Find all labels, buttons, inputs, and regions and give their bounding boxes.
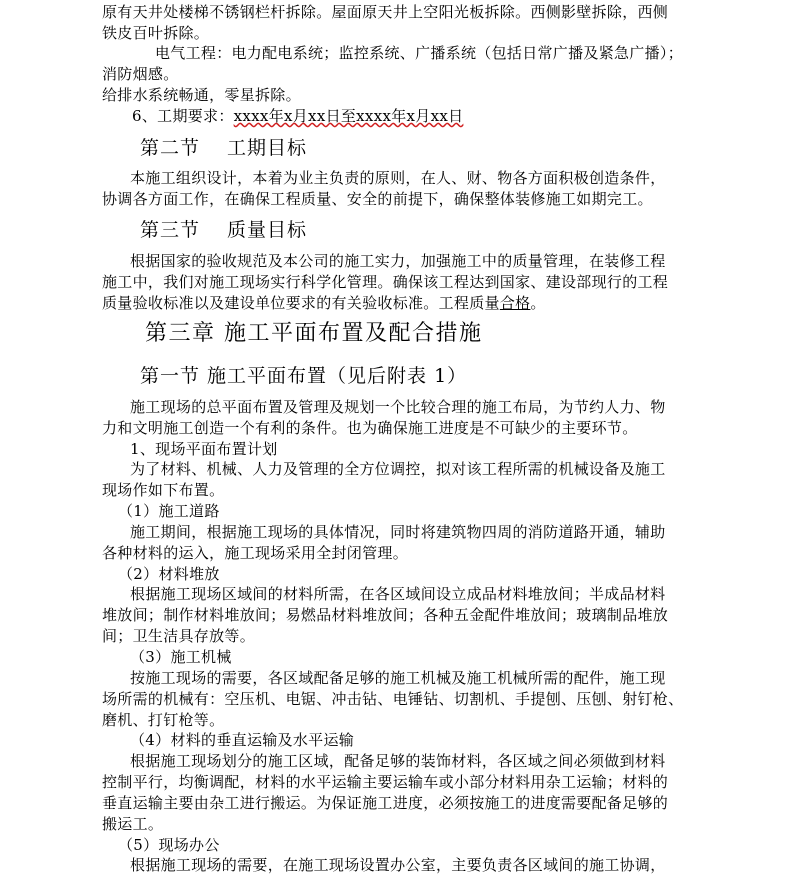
paragraph-line: 各种材料的运入，施工现场采用全封闭管理。	[102, 544, 409, 562]
paragraph-line: 协调各方面工作，在确保工程质量、安全的前提下，确保整体装修施工如期完工。	[102, 190, 653, 208]
paragraph-text: 质量验收标准以及建设单位要求的有关验收标准。工程质量	[102, 294, 500, 312]
paragraph-line: 场所需的机械有：空压机、电锯、冲击钻、电锤钻、切割机、手提刨、压刨、射钉枪、	[102, 690, 684, 708]
paragraph-text: 。	[530, 294, 546, 312]
paragraph-line: 施工期间，根据施工现场的具体情况，同时将建筑物四周的消防道路开通，辅助	[130, 523, 666, 541]
quality-grade-text: 合格	[499, 294, 531, 312]
paragraph-line: 施工中，我们对施工现场实行科学化管理。确保该工程达到国家、建设部现行的工程	[102, 273, 669, 291]
paragraph-line: 控制平行，均衡调配，材料的水平运输主要运输车或小部分材料用杂工运输；材料的	[102, 773, 669, 791]
paragraph-line: 根据施工现场划分的施工区域，配备足够的装饰材料，各区域之间必须做到材料	[130, 752, 666, 770]
schedule-requirement-line	[132, 106, 463, 126]
paragraph-line	[102, 293, 546, 313]
section-heading-schedule: 第二节 工期目标	[140, 137, 308, 159]
section-heading-layout: 第一节 施工平面布置（见后附表 1）	[140, 365, 468, 387]
paragraph-line: 垂直运输主要由杂工进行搬运。为保证施工进度，必须按施工的进度需要配备足够的	[102, 794, 669, 812]
paragraph-line: 铁皮百叶拆除。	[102, 24, 210, 42]
paragraph-line: 根据施工现场区域间的材料所需，在各区域间设立成品材料堆放间；半成品材料	[130, 585, 666, 603]
section-heading-quality: 第三节 质量目标	[140, 219, 308, 241]
schedule-placeholder-value: xxxx年x月xx日至xxxx年x月xx日	[233, 107, 464, 125]
paragraph-line: 根据国家的验收规范及本公司的施工实力，加强施工中的质量管理，在装修工程	[130, 252, 666, 270]
paragraph-line: 根据施工现场的需要，在施工现场设置办公室，主要负责各区域间的施工协调，	[130, 856, 666, 874]
paragraph-line: 为了材料、机械、人力及管理的全方位调控，拟对该工程所需的机械设备及施工	[130, 460, 666, 478]
subheading: （1）施工道路	[118, 502, 220, 520]
paragraph-line: 本施工组织设计，本着为业主负责的原则，在人、财、物各方面积极创造条件，	[130, 169, 666, 187]
paragraph-line: 间；卫生洁具存放等。	[102, 627, 256, 645]
paragraph-line: 施工现场的总平面布置及管理及规划一个比较合理的施工布局，为节约人力、物	[130, 398, 666, 416]
chapter-heading: 第三章 施工平面布置及配合措施	[145, 321, 483, 346]
subheading: （3）施工机械	[130, 648, 232, 666]
paragraph-line: 给排水系统畅通，零星拆除。	[102, 86, 301, 104]
paragraph-line: 电气工程：电力配电系统；监控系统、广播系统（包括日常广播及紧急广播）；	[155, 44, 684, 62]
schedule-label: 6、工期要求：	[132, 107, 234, 125]
paragraph-line: 堆放间；制作材料堆放间；易燃品材料堆放间；各种五金配件堆放间；玻璃制品堆放	[102, 606, 669, 624]
subheading: （2）材料堆放	[118, 565, 220, 583]
paragraph-line: 力和文明施工创造一个有利的条件。也为确保施工进度是不可缺少的主要环节。	[102, 419, 638, 437]
paragraph-line: 搬运工。	[102, 815, 164, 833]
paragraph-line: 原有天井处楼梯不锈钢栏杆拆除。屋面原天井上空阳光板拆除。西侧影壁拆除，西侧	[102, 3, 669, 21]
paragraph-line: 磨机、打钉枪等。	[102, 711, 225, 729]
paragraph-line: 按施工现场的需要，各区域配备足够的施工机械及施工机械所需的配件，施工现	[130, 669, 666, 687]
paragraph-line: 消防烟感。	[102, 65, 179, 83]
subheading: （4）材料的垂直运输及水平运输	[130, 731, 355, 749]
paragraph-line: 现场作如下布置。	[102, 481, 225, 499]
subheading: （5）现场办公	[118, 836, 220, 854]
subheading: 1、现场平面布置计划	[130, 440, 278, 458]
